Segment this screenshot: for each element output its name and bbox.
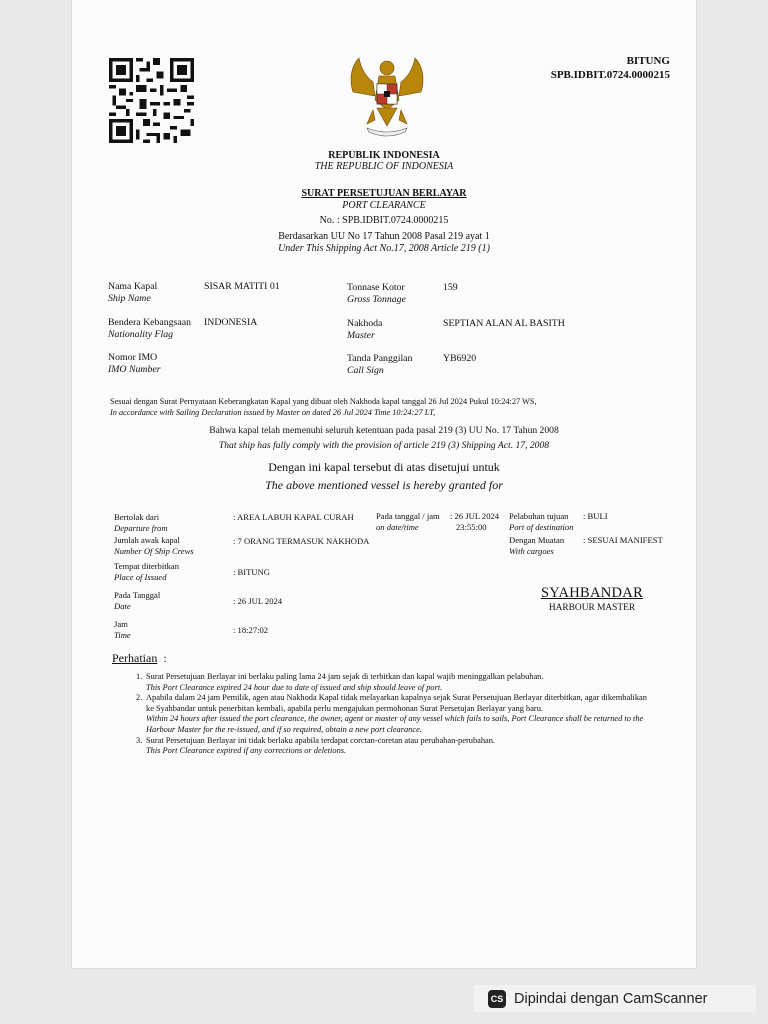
camscanner-watermark — [474, 985, 756, 1012]
place-issued-value: : BITUNG — [233, 567, 270, 577]
harbour-master-block — [536, 585, 648, 613]
gross-tonnage-value: 159 — [443, 282, 458, 293]
cargo-label: Dengan Muatan With cargoes — [509, 535, 565, 556]
issue-date-value: : 26 JUL 2024 — [233, 596, 283, 606]
issuing-city: BITUNG — [626, 55, 670, 67]
document-title-en: PORT CLEARANCE — [342, 200, 426, 211]
call-sign-label: Tanda Panggilan Call Sign — [347, 353, 413, 376]
departure-from-value: : AREA LABUH KAPAL CURAH — [233, 512, 354, 522]
call-sign-value: YB6920 — [443, 353, 477, 364]
departure-date-value: : 26 JUL 2024 — [450, 511, 500, 521]
document-reference — [551, 54, 670, 82]
imo-number-label: Nomor IMO IMO Number — [108, 352, 161, 375]
note-item: 1. Surat Persetujuan Berlayar ini berlaku paling lama 24 jam sejak di terbitkan dan kapal wajib meninggalkan pelabuhan. This Port Clearance expired 24 hour due to date of issued and ship should leave of port. — [136, 672, 544, 692]
granted-statement: Dengan ini kapal tersebut di atas disetujui untuk — [268, 460, 500, 474]
issue-time-value: : 18:27:02 — [233, 625, 269, 635]
note-item: 3. Surat Persetujuan Berlayar ini tidak berlaku apabila terdapat corctan-coretan atau perubahan-perubahan. This Port Clearance expired if any corrections or deletions. — [136, 735, 496, 756]
garuda-emblem — [345, 52, 429, 138]
sailing-declaration: Sesuai dengan Surat Pernyataan Keberangkatan Kapal yang dibuat oleh Nakhoda kapal tanggal 26 Jul 2024 Pukul 10:24:27 WS, In accordance with Sailing Declaration issued by Master on dated 26 Jul 2024 Time 10:24:27 LT, — [110, 397, 537, 417]
destination-value: : BULI — [583, 511, 608, 521]
place-issued-label: Tempat diterbitkan Place of Issued — [114, 561, 180, 582]
harbour-master-title: HARBOUR MASTER — [548, 603, 636, 613]
document-number: SPB.IDBIT.0724.0000215 — [550, 69, 670, 81]
republic-title-en: THE REPUBLIC OF INDONESIA — [314, 161, 454, 172]
departure-date-label: Pada tanggal / jam on date/time — [376, 511, 440, 532]
note-item: 2. Apabila dalam 24 jam Pemilik, agen atau Nakhoda Kapal tidak melayarkan kapalnya sejak Surat Persetujuan Berlayar diterbitkan, agar dikembalikan ke Syahbandar untuk penerbitan kembali, apabila perlu mengajukan permohonan Surat Persetujan Berlayar yang baru. Within 24 hours after issued the port clearance, the owner, agent or master of any vessel which fails to sails, Port Clearance shall be returned to the Harbour Master for the re-issued, and if so required, obtain a new port clearance. — [136, 693, 647, 734]
departure-time-value: 23:55:00 — [456, 522, 487, 532]
master-label: Nakhoda Master — [347, 318, 383, 341]
compliance-statement: Bahwa kapal telah memenuhi seluruh ketentuan pada pasal 219 (3) UU No. 17 Tahun 2008 — [209, 425, 559, 436]
notes-list — [136, 672, 656, 757]
gross-tonnage-label: Tonnase Kotor Gross Tonnage — [347, 282, 406, 305]
nationality-flag-value: INDONESIA — [204, 317, 258, 328]
master-value: SEPTIAN ALAN AL BASITH — [443, 318, 565, 329]
camscanner-text: Dipindai dengan CamScanner — [514, 990, 708, 1007]
crew-count-value: : 7 ORANG TERMASUK NAKHODA — [233, 536, 370, 546]
document-title: SURAT PERSETUJUAN BERLAYAR — [301, 188, 467, 199]
republic-title: REPUBLIK INDONESIA — [328, 150, 440, 161]
document-number-line: No. : SPB.IDBIT.0724.0000215 — [319, 215, 449, 226]
departure-from-label: Bertolak dari Departure from — [114, 512, 168, 533]
nationality-flag-label: Bendera Kebangsaan Nationality Flag — [108, 317, 191, 340]
qr-code — [109, 58, 194, 143]
crew-count-label: Jumlah awak kapal Number Of Ship Crews — [114, 535, 194, 556]
notes-heading: Perhatian : — [112, 651, 167, 665]
cargo-value: : SESUAI MANIFEST — [583, 535, 663, 545]
granted-statement-en: The above mentioned vessel is hereby granted for — [265, 478, 503, 492]
compliance-statement-en: That ship has fully comply with the provision of article 219 (3) Shipping Act. 17, 2008 — [218, 440, 550, 451]
ship-name-value: SISAR MATITI 01 — [204, 281, 280, 292]
legal-basis-en: Under This Shipping Act No.17, 2008 Article 219 (1) — [278, 243, 490, 254]
camscanner-logo-icon: CS — [488, 990, 506, 1008]
issue-time-label: Jam Time — [114, 619, 131, 640]
legal-basis: Berdasarkan UU No 17 Tahun 2008 Pasal 219 ayat 1 — [278, 231, 490, 242]
harbour-master-name: SYAHBANDAR — [540, 585, 644, 601]
issue-date-label: Pada Tanggal Date — [114, 590, 161, 611]
ship-name-label: Nama Kapal Ship Name — [108, 281, 158, 304]
destination-label: Pelabuhan tujuan Port of destination — [509, 511, 574, 532]
